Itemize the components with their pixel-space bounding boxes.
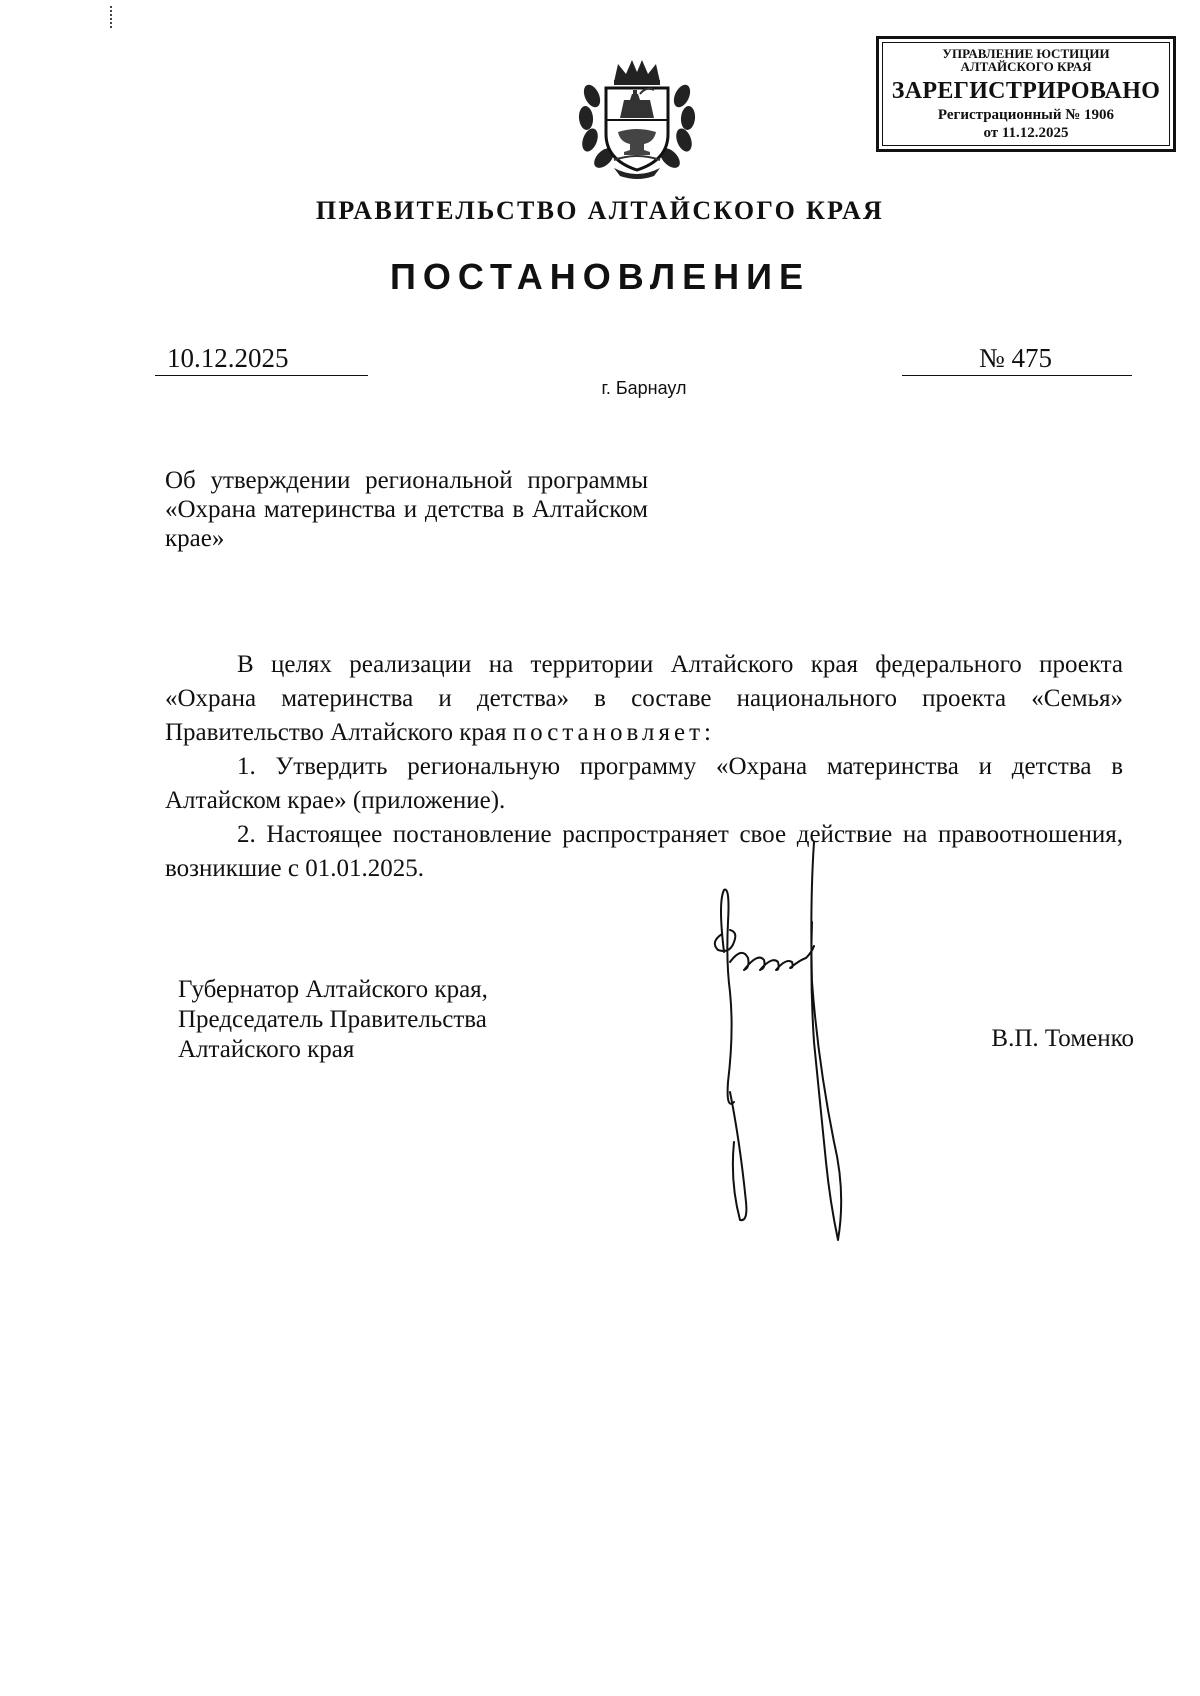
document-subject: Об утверждении региональной программы «Охрана материнства и детства в Алтайском крае»	[165, 467, 648, 552]
document-number: № 475	[979, 343, 1053, 373]
stamp-organization-line1: УПРАВЛЕНИЕ ЮСТИЦИИ	[942, 46, 1110, 61]
item-1: 1. Утвердить региональную программу «Охрана материнства и детства в Алтайском крае» (приложение).	[165, 753, 1123, 814]
resolves-word: постановляет:	[512, 719, 715, 746]
government-title: ПРАВИТЕЛЬСТВО АЛТАЙСКОГО КРАЯ	[315, 196, 885, 225]
signer-position-line3: Алтайского края	[178, 1036, 355, 1063]
stamp-organization	[883, 47, 1169, 73]
registration-stamp	[876, 36, 1176, 152]
stamp-status: ЗАРЕГИСТРИРОВАНО	[891, 78, 1161, 104]
document-date: 10.12.2025	[167, 343, 289, 373]
signer-position	[178, 975, 488, 1065]
signer-position-line1: Губернатор Алтайского края,	[178, 976, 488, 1003]
document-date-field	[155, 343, 368, 376]
signatory-name: В.П. Томенко	[991, 1025, 1134, 1052]
city: г. Барнаул	[601, 378, 687, 398]
intro-paragraph	[165, 648, 1123, 750]
stamp-organization-line2: АЛТАЙСКОГО КРАЯ	[960, 59, 1092, 74]
stamp-registration-number: Регистрационный № 1906	[937, 107, 1115, 123]
altai-krai-coat-of-arms-icon	[574, 56, 700, 182]
scan-binding-mark	[110, 6, 114, 28]
handwritten-signature-icon	[700, 842, 920, 1242]
intro-text: В целях реализации на территории Алтайского края федерального проекта «Охрана материнства и детства» в составе национального проекта «Семья» Правительство Алтайского края	[165, 651, 1123, 746]
document-body	[165, 648, 1123, 886]
item-2: 2. Настоящее постановление распространяет свое действие на правоотношения, возникшие с 01.01.2025.	[165, 821, 1123, 882]
document-type: ПОСТАНОВЛЕНИЕ	[390, 256, 810, 297]
document-number-field	[902, 343, 1132, 376]
signer-position-line2: Председатель Правительства	[178, 1006, 487, 1033]
stamp-registration-date: от 11.12.2025	[983, 125, 1069, 141]
